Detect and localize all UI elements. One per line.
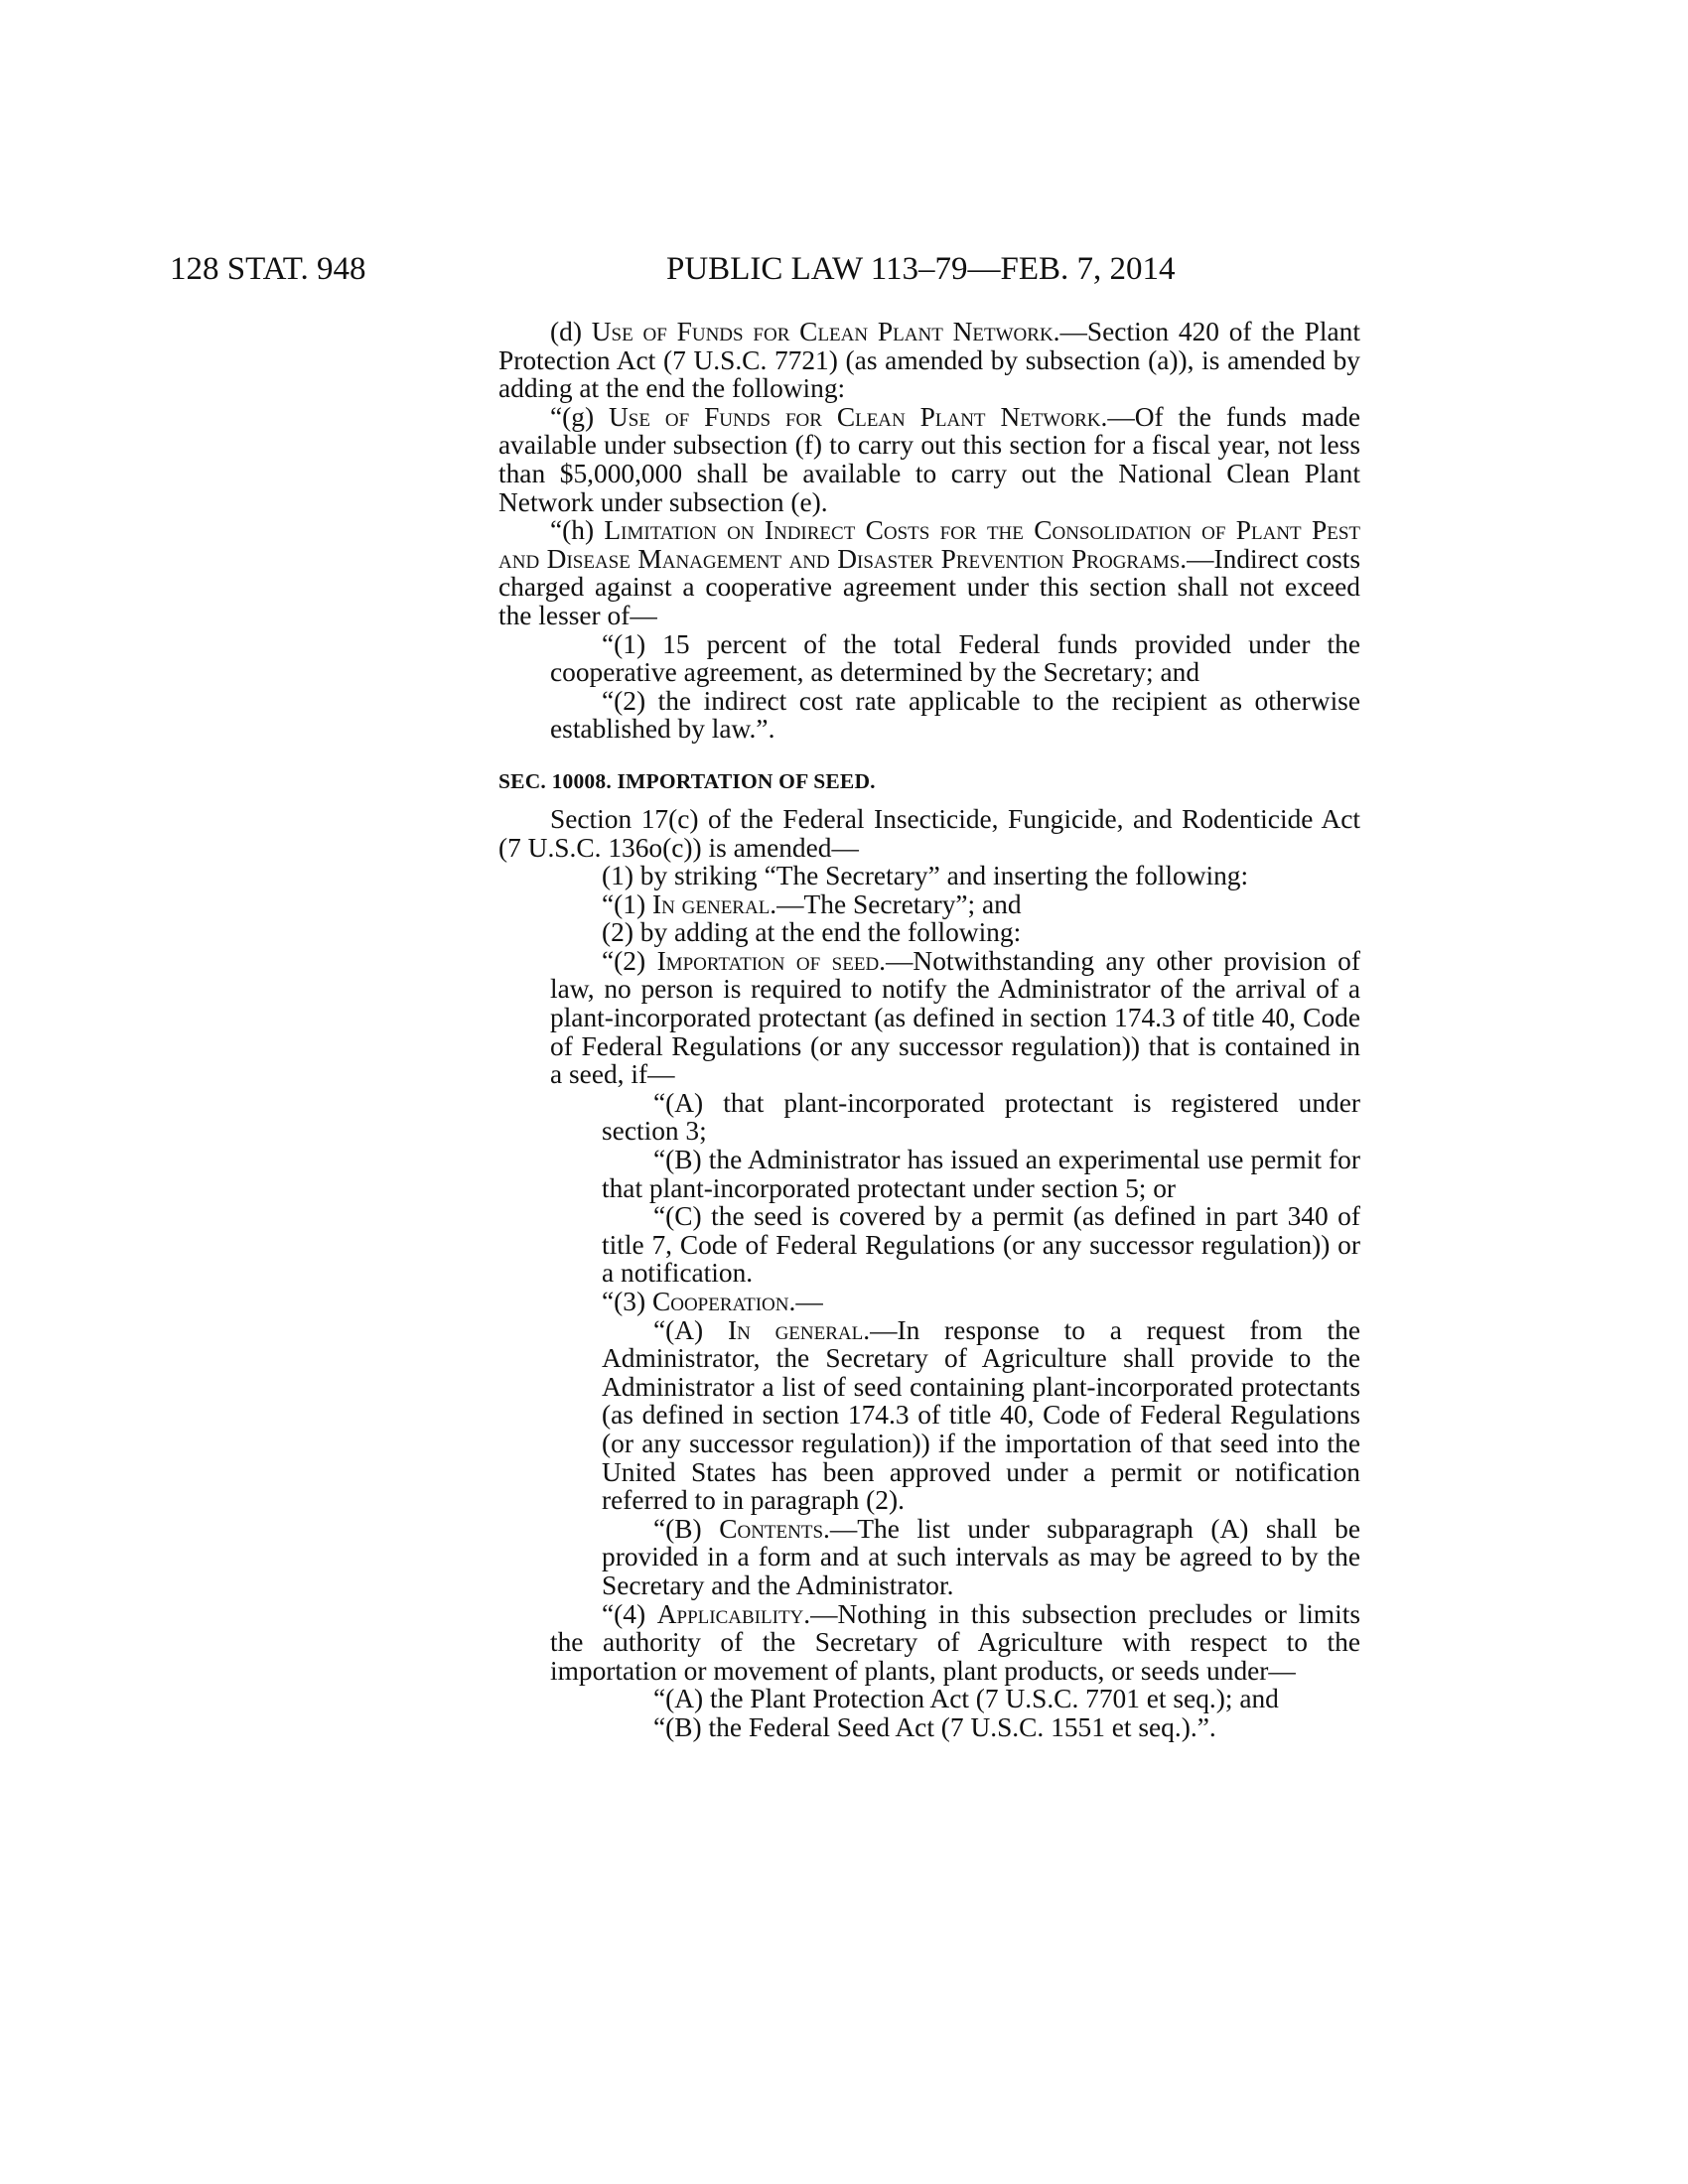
paragraph-3-subparagraph-B [602,1515,1360,1600]
paragraph-3-B-prefix: “(B) [653,1513,720,1544]
paragraph-4-text: —Nothing in this subsection precludes or limits the authority of the Secretary of Agriculture with respect to the importation or movement of plants, plant products, or seeds under— [550,1598,1360,1686]
amendment-item-2: (2) by adding at the end the following: [602,917,1022,948]
paragraph-3-heading: Cooperation. [651,1287,796,1316]
paragraph-3-A-heading: In general. [727,1314,871,1345]
subsection-h-item-2: “(2) the indirect cost rate applicable to the recipient as otherwise established by law.”. [550,685,1360,745]
paragraph-3-B-heading: Contents. [719,1513,830,1544]
subsection-d [498,318,1360,403]
paragraph-3-cooperation [550,1288,1360,1316]
subsection-h-heading: Limitation on Indirect Costs for the Consolidation of Plant Pest and Disease Management and Disaster Prevention Programs. [498,515,1360,574]
paragraph-1-text: —The Secretary”; and [776,888,1022,919]
subsection-g-prefix: “(g) [550,401,610,432]
section-intro: Section 17(c) of the Federal Insecticide, Fungicide, and Rodenticide Act (7 U.S.C. 136o(c)) is amended— [498,803,1360,863]
subsection-h [498,516,1360,629]
paragraph-2-subparagraph-A: “(A) that plant-incorporated protectant is registered under section 3; [602,1087,1360,1147]
subsection-g [498,403,1360,516]
subsection-g-text: —Of the funds made available under subsection (f) to carry out this section for a fiscal year, not less than $5,000,000 shall be available to carry out the National Clean Plant Network under subsection (e). [498,401,1361,517]
paragraph-3-subparagraph-A [602,1316,1360,1515]
paragraph-2-prefix: “(2) [602,945,657,976]
paragraph-4-subparagraph-B: “(B) the Federal Seed Act (7 U.S.C. 1551 et seq.).”. [653,1711,1216,1742]
amendment-item-1: (1) by striking “The Secretary” and inserting the following: [602,861,1249,891]
paragraph-3-prefix: “(3) [602,1287,652,1316]
paragraph-1-in-general [550,890,1360,919]
subsection-h-prefix: “(h) [550,515,605,546]
paragraph-4-applicability [550,1600,1360,1686]
paragraph-3-A-prefix: “(A) [653,1314,728,1345]
subsection-h-text: —Indirect costs charged against a cooperative agreement under this section shall not exceed the lesser of— [498,543,1360,630]
section-heading: SEC. 10008. IMPORTATION OF SEED. [498,768,876,793]
paragraph-4-prefix: “(4) [602,1598,657,1629]
paragraph-3-A-text: —In response to a request from the Administrator, the Secretary of Agriculture shall provide to the Administrator a list of seed containing plant-incorporated protectants (as defined in section 174.3 of title 40, Code of Federal Regulations (or any successor regulation)) if the importation of that seed into the United States has been approved under a permit or notification referred to in paragraph (2). [602,1314,1360,1516]
paragraph-2-text: —Notwithstanding any other provision of law, no person is required to notify the Administrator of the arrival of a plant-incorporated protectant (as defined in section 174.3 of title 40, Code of Federal Regulations (or any successor regulation)) that is contained in a seed, if— [550,945,1360,1090]
paragraph-4-subparagraph-A: “(A) the Plant Protection Act (7 U.S.C. 7701 et seq.); and [653,1684,1279,1714]
law-title: PUBLIC LAW 113–79—FEB. 7, 2014 [666,251,1176,287]
subsection-h-item-1: “(1) 15 percent of the total Federal funds provided under the cooperative agreement, as determined by the Secretary; and [550,628,1360,688]
paragraph-3-B-text: —The list under subparagraph (A) shall be provided in a form and at such intervals as may be agreed to by the Secretary and the Administrator. [602,1513,1360,1600]
subsection-g-heading: Use of Funds for Clean Plant Network. [609,401,1108,432]
paragraph-2-subparagraph-B: “(B) the Administrator has issued an experimental use permit for that plant-incorporated protectant under section 5; or [602,1145,1360,1203]
stat-page-number: 128 STAT. 948 [170,251,366,287]
subsection-d-prefix: (d) [550,317,592,346]
paragraph-1-prefix: “(1) [602,888,652,919]
subsection-d-heading: Use of Funds for Clean Plant Network. [591,317,1060,346]
page-header [170,244,1361,294]
paragraph-2-subparagraph-C: “(C) the seed is covered by a permit (as defined in part 340 of title 7, Code of Federal Regulations (or any successor regulation)) or a notification. [602,1201,1360,1289]
paragraph-4-heading: Applicability. [656,1598,811,1629]
paragraph-2-heading: Importation of seed. [656,945,887,976]
paragraph-3-dash: — [795,1287,823,1316]
document-body [498,318,1360,1742]
paragraph-1-heading: In general. [651,888,777,919]
paragraph-2-importation [550,947,1360,1089]
subsection-d-text: —Section 420 of the Plant Protection Act (7 U.S.C. 7721) (as amended by subsection (a)), is amended by adding at the end the following: [498,317,1360,404]
